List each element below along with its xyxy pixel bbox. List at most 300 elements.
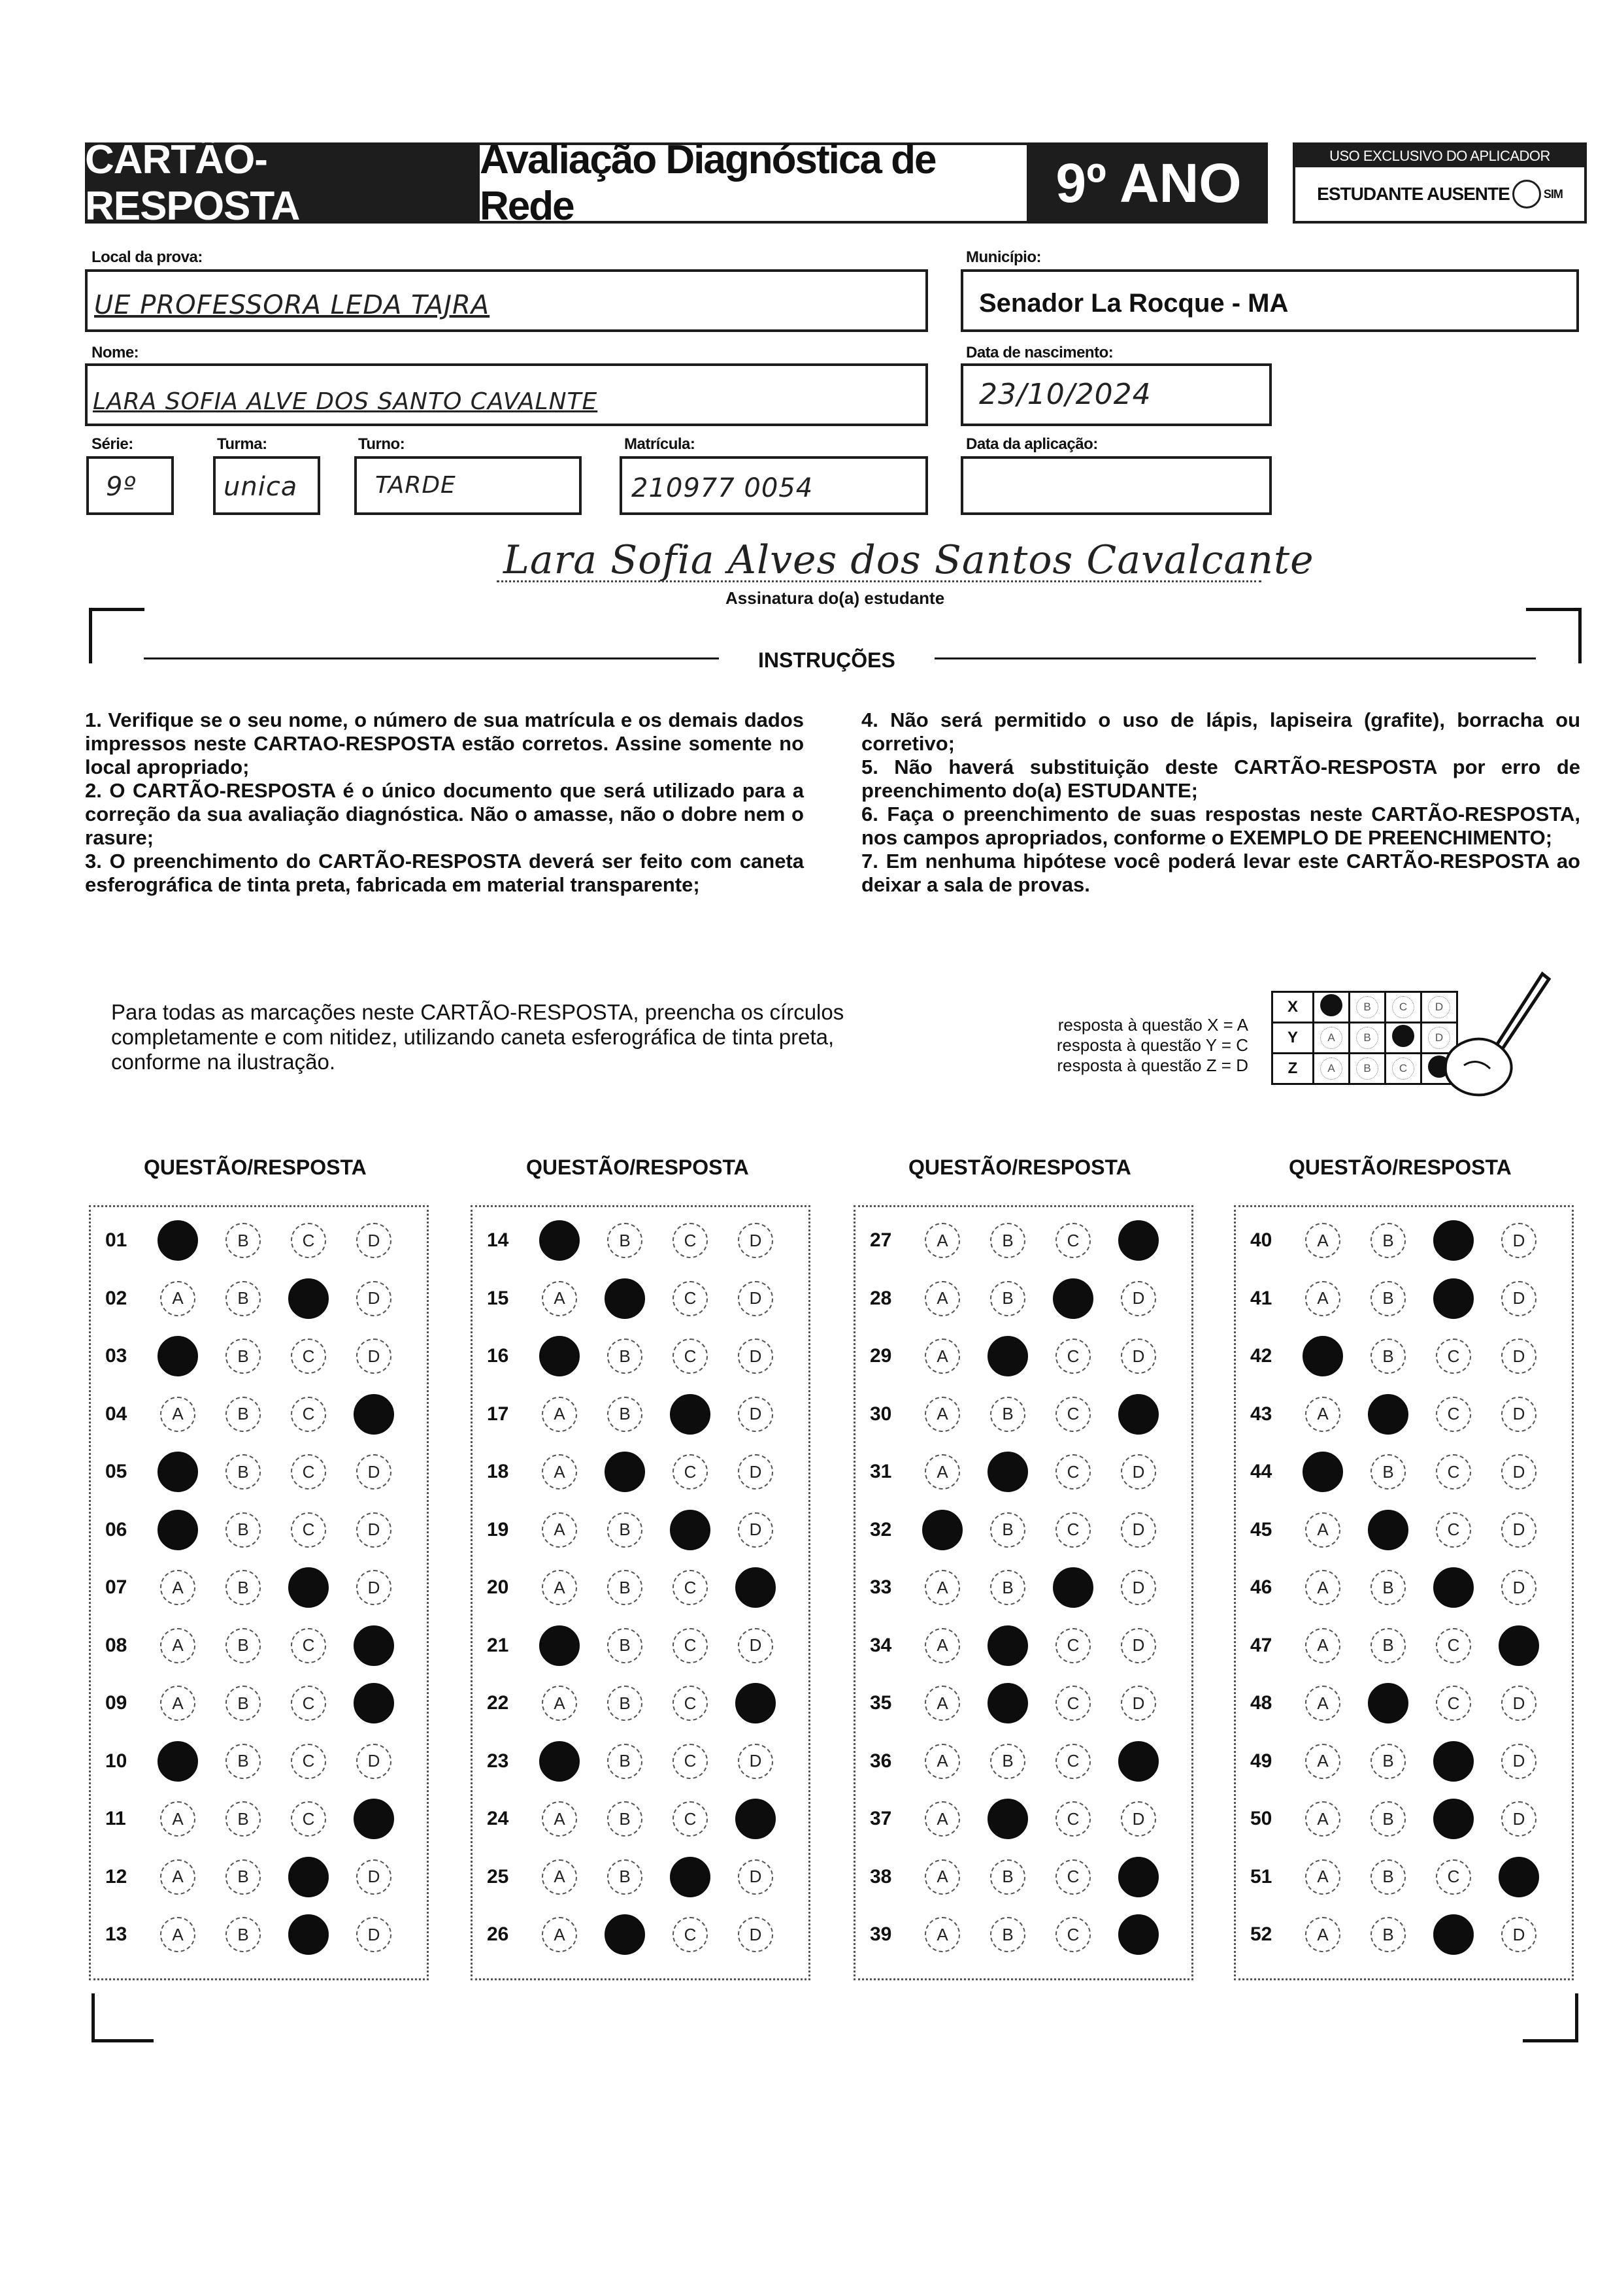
corner-mark-bottom-left (91, 1993, 154, 2042)
answer-bubble[interactable]: A (160, 1859, 195, 1895)
answer-bubble[interactable]: C (291, 1339, 326, 1374)
answer-bubble[interactable]: D (738, 1223, 773, 1258)
local-field[interactable] (85, 269, 928, 332)
answer-bubble[interactable]: A (542, 1859, 577, 1895)
answer-bubble[interactable]: B (1370, 1570, 1406, 1605)
answer-bubble[interactable]: B (225, 1397, 261, 1432)
answer-bubble[interactable]: A (160, 1570, 195, 1605)
question-number: 01 (105, 1229, 127, 1251)
answer-bubble[interactable]: C (1436, 1859, 1471, 1895)
answer-bubble-filled[interactable] (539, 1625, 580, 1666)
answer-bubble[interactable]: A (1305, 1628, 1340, 1663)
answer-bubble-filled[interactable] (1118, 1741, 1159, 1782)
answer-bubble[interactable]: A (925, 1917, 960, 1952)
answer-bubble[interactable]: C (1055, 1917, 1091, 1952)
answer-bubble[interactable]: B (1370, 1339, 1406, 1374)
answer-bubble[interactable]: B (225, 1223, 261, 1258)
aplicacao-label: Data da aplicação: (966, 435, 1098, 453)
answer-bubble[interactable]: D (738, 1744, 773, 1779)
answer-bubble[interactable]: C (291, 1801, 326, 1837)
question-row (91, 1220, 431, 1259)
question-row (91, 1857, 431, 1896)
answer-bubble[interactable]: C (673, 1223, 708, 1258)
answer-bubble-filled[interactable] (1053, 1567, 1093, 1608)
question-number: 29 (870, 1345, 892, 1367)
answer-bubble-filled[interactable] (1368, 1683, 1408, 1723)
instruction-2: 2. O CARTÃO-RESPOSTA é o único documento que será utilizado para a correção da sua avaliação diagnóstica. Não o amasse, não o dobre nem o rasure; (85, 779, 804, 849)
answer-bubble[interactable]: D (1501, 1917, 1536, 1952)
answer-bubble[interactable]: D (738, 1397, 773, 1432)
answer-bubble[interactable]: D (1501, 1339, 1536, 1374)
applicator-box (1293, 142, 1587, 224)
question-row (855, 1857, 1195, 1896)
answer-bubble[interactable]: D (738, 1859, 773, 1895)
corner-mark-top-right (1526, 608, 1582, 663)
answer-bubble-filled[interactable] (670, 1510, 710, 1550)
question-row (91, 1394, 431, 1433)
question-number: 36 (870, 1750, 892, 1772)
example-row-label: X (1272, 992, 1314, 1023)
answer-bubble[interactable]: C (673, 1917, 708, 1952)
answer-bubble[interactable]: D (356, 1454, 391, 1489)
question-number: 25 (487, 1865, 509, 1888)
answer-bubble[interactable]: A (160, 1628, 195, 1663)
answer-bubble-filled[interactable] (735, 1683, 776, 1723)
answer-bubble-filled[interactable] (288, 1914, 329, 1955)
answer-bubble-filled[interactable] (1433, 1220, 1474, 1261)
question-row (91, 1741, 431, 1780)
instruction-5: 5. Não haverá substituição deste CARTÃO-RESPOSTA por erro de preenchimento do(a) ESTUDANTE; (861, 756, 1580, 802)
answer-bubble[interactable]: D (738, 1512, 773, 1548)
answer-bubble[interactable]: C (1436, 1339, 1471, 1374)
answer-bubble[interactable]: A (160, 1917, 195, 1952)
answer-bubble[interactable]: C (291, 1512, 326, 1548)
question-row (855, 1278, 1195, 1318)
answer-bubble[interactable]: B (225, 1859, 261, 1895)
question-number: 03 (105, 1345, 127, 1367)
answer-bubble-filled[interactable] (354, 1394, 394, 1435)
answer-bubble[interactable]: D (356, 1281, 391, 1316)
answer-bubble-filled[interactable] (1499, 1625, 1539, 1666)
answer-bubble-filled[interactable] (1433, 1741, 1474, 1782)
question-row (473, 1741, 812, 1780)
municipio-field[interactable] (961, 269, 1579, 332)
answer-bubble-filled[interactable] (354, 1625, 394, 1666)
answer-bubble[interactable]: D (738, 1339, 773, 1374)
answer-bubble[interactable]: A (160, 1281, 195, 1316)
question-row (473, 1452, 812, 1491)
answer-bubble[interactable]: C (1436, 1454, 1471, 1489)
example-bubble: B (1356, 996, 1378, 1018)
question-row (855, 1452, 1195, 1491)
answer-bubble-filled[interactable] (1303, 1336, 1343, 1376)
answer-bubble-filled[interactable] (288, 1278, 329, 1319)
answer-bubble[interactable]: B (990, 1223, 1025, 1258)
answer-bubble-filled[interactable] (1053, 1278, 1093, 1319)
answer-bubble-filled[interactable] (1303, 1452, 1343, 1492)
answer-bubble-filled[interactable] (1499, 1857, 1539, 1897)
answer-bubble[interactable]: A (1305, 1917, 1340, 1952)
question-row (91, 1567, 431, 1606)
answer-bubble[interactable]: B (1370, 1859, 1406, 1895)
answer-bubble[interactable]: B (607, 1570, 642, 1605)
example-bubble-filled (1320, 994, 1342, 1016)
answer-bubble[interactable]: D (1501, 1744, 1536, 1779)
answer-bubble[interactable]: D (1501, 1281, 1536, 1316)
answer-bubble-filled[interactable] (539, 1741, 580, 1782)
question-number: 17 (487, 1403, 509, 1425)
answer-bubble[interactable]: B (607, 1223, 642, 1258)
question-row (855, 1567, 1195, 1606)
answer-bubble[interactable]: B (225, 1686, 261, 1721)
answer-bubble-filled[interactable] (158, 1452, 198, 1492)
answer-bubble[interactable]: C (1055, 1686, 1091, 1721)
question-number: 47 (1250, 1634, 1272, 1656)
answer-bubble[interactable]: D (1501, 1512, 1536, 1548)
instructions-right (861, 708, 1580, 897)
answer-bubble[interactable]: B (225, 1917, 261, 1952)
answer-bubble-filled[interactable] (670, 1394, 710, 1435)
answer-bubble[interactable]: C (291, 1454, 326, 1489)
answer-bubble[interactable]: A (1305, 1281, 1340, 1316)
answer-bubble[interactable]: B (990, 1744, 1025, 1779)
instructions-rule-right (935, 657, 1536, 659)
exam-title: Avaliação Diagnóstica de Rede (477, 142, 1029, 224)
answer-bubble[interactable]: D (1501, 1570, 1536, 1605)
matricula-label: Matrícula: (624, 435, 695, 453)
turno-field[interactable] (354, 456, 582, 515)
answer-bubble[interactable]: C (1436, 1512, 1471, 1548)
question-number: 18 (487, 1461, 509, 1482)
answer-bubble[interactable]: C (291, 1744, 326, 1779)
example-grid (1271, 991, 1458, 1085)
answer-bubble-filled[interactable] (539, 1220, 580, 1261)
question-number: 39 (870, 1923, 892, 1945)
answer-bubble-filled[interactable] (605, 1914, 645, 1955)
answer-bubble[interactable]: A (925, 1570, 960, 1605)
answer-bubble[interactable]: B (1370, 1454, 1406, 1489)
answer-bubble-filled[interactable] (1433, 1914, 1474, 1955)
answer-bubble[interactable]: C (1055, 1512, 1091, 1548)
answer-bubble-filled[interactable] (1118, 1394, 1159, 1435)
answer-bubble[interactable]: A (925, 1339, 960, 1374)
answer-bubble[interactable]: A (542, 1570, 577, 1605)
question-number: 33 (870, 1576, 892, 1598)
answer-bubble[interactable]: D (1501, 1223, 1536, 1258)
answer-bubble-filled[interactable] (354, 1683, 394, 1723)
answer-bubble[interactable]: B (607, 1339, 642, 1374)
answer-bubble-filled[interactable] (158, 1336, 198, 1376)
answer-bubble-filled[interactable] (354, 1799, 394, 1839)
answer-bubble[interactable]: B (225, 1570, 261, 1605)
question-row (1236, 1452, 1576, 1491)
answer-bubble[interactable]: B (607, 1397, 642, 1432)
example-bubble: B (1356, 1027, 1378, 1049)
answer-bubble-filled[interactable] (158, 1741, 198, 1782)
answer-bubble[interactable]: D (356, 1339, 391, 1374)
answer-bubble[interactable]: A (925, 1281, 960, 1316)
question-row (91, 1799, 431, 1838)
question-row (855, 1394, 1195, 1433)
answer-bubble[interactable]: D (1501, 1397, 1536, 1432)
question-number: 30 (870, 1403, 892, 1425)
answer-bubble[interactable]: B (225, 1281, 261, 1316)
answer-bubble[interactable]: A (1305, 1686, 1340, 1721)
matricula-value: 210977 0054 (631, 473, 814, 503)
answer-bubble[interactable]: D (738, 1281, 773, 1316)
answer-bubble[interactable]: A (1305, 1744, 1340, 1779)
question-row (1236, 1799, 1576, 1838)
answer-bubble[interactable]: A (542, 1917, 577, 1952)
question-number: 43 (1250, 1403, 1272, 1425)
question-row (473, 1567, 812, 1606)
answer-bubble[interactable]: D (1121, 1454, 1156, 1489)
municipio-label: Município: (966, 248, 1041, 266)
answer-bubble[interactable]: C (673, 1686, 708, 1721)
answer-bubble[interactable]: C (673, 1281, 708, 1316)
instruction-6: 6. Faça o preenchimento de suas respostas neste CARTÃO-RESPOSTA, nos campos apropriados, conforme o EXEMPLO DE PREENCHIMENTO; (861, 803, 1580, 849)
answer-bubble[interactable]: A (542, 1281, 577, 1316)
answer-bubble[interactable]: B (607, 1512, 642, 1548)
question-number: 50 (1250, 1808, 1272, 1829)
question-number: 46 (1250, 1576, 1272, 1598)
answer-bubble[interactable]: A (925, 1397, 960, 1432)
answer-bubble-filled[interactable] (1368, 1394, 1408, 1435)
answer-bubble-filled[interactable] (988, 1683, 1028, 1723)
answer-bubble[interactable]: D (1501, 1686, 1536, 1721)
answer-bubble-filled[interactable] (670, 1857, 710, 1897)
answer-bubble-filled[interactable] (1433, 1278, 1474, 1319)
answer-bubble[interactable]: B (990, 1859, 1025, 1895)
question-number: 22 (487, 1692, 509, 1714)
answer-bubble[interactable]: B (1370, 1223, 1406, 1258)
answer-bubble[interactable]: A (542, 1512, 577, 1548)
answer-bubble[interactable]: A (1305, 1223, 1340, 1258)
answer-bubble-filled[interactable] (605, 1278, 645, 1319)
serie-label: Série: (91, 435, 133, 453)
answer-bubble[interactable]: A (160, 1397, 195, 1432)
example-cell (1350, 992, 1386, 1023)
column-header: QUESTÃO/RESPOSTA (1289, 1156, 1512, 1179)
question-row (91, 1625, 431, 1665)
answer-bubble[interactable]: B (225, 1744, 261, 1779)
answer-bubble[interactable]: A (925, 1686, 960, 1721)
answer-bubble-filled[interactable] (735, 1799, 776, 1839)
answer-bubble[interactable]: D (1121, 1686, 1156, 1721)
answer-bubble[interactable]: B (1370, 1628, 1406, 1663)
absent-row (1295, 167, 1584, 221)
answer-bubble[interactable]: A (1305, 1859, 1340, 1895)
answer-bubble[interactable]: D (738, 1454, 773, 1489)
answer-bubble[interactable]: A (160, 1686, 195, 1721)
answer-bubble[interactable]: B (607, 1686, 642, 1721)
question-row (855, 1625, 1195, 1665)
answer-bubble[interactable]: D (1501, 1454, 1536, 1489)
question-number: 11 (105, 1808, 126, 1829)
answer-bubble[interactable]: A (1305, 1397, 1340, 1432)
answer-bubble[interactable]: A (160, 1801, 195, 1837)
answer-bubble[interactable]: B (607, 1744, 642, 1779)
answer-bubble[interactable]: D (356, 1570, 391, 1605)
answer-panel-3 (854, 1205, 1193, 1980)
answer-bubble[interactable]: D (738, 1917, 773, 1952)
question-number: 20 (487, 1576, 509, 1598)
turno-value: TARDE (375, 472, 456, 499)
answer-bubble-filled[interactable] (158, 1220, 198, 1261)
question-number: 37 (870, 1808, 892, 1829)
answer-bubble-filled[interactable] (1368, 1510, 1408, 1550)
answer-bubble[interactable]: A (925, 1859, 960, 1895)
answer-bubble[interactable]: D (356, 1744, 391, 1779)
answer-bubble[interactable]: B (1370, 1917, 1406, 1952)
answer-bubble[interactable]: D (1121, 1281, 1156, 1316)
answer-bubble[interactable]: C (673, 1744, 708, 1779)
answer-bubble[interactable]: B (225, 1339, 261, 1374)
answer-bubble-filled[interactable] (158, 1510, 198, 1550)
answer-bubble-filled[interactable] (1118, 1220, 1159, 1261)
answer-bubble[interactable]: C (1055, 1628, 1091, 1663)
answer-bubble-filled[interactable] (1118, 1914, 1159, 1955)
answer-bubble-filled[interactable] (988, 1452, 1028, 1492)
answer-bubble[interactable]: B (607, 1628, 642, 1663)
example-cell (1386, 1023, 1421, 1054)
question-number: 38 (870, 1865, 892, 1888)
answer-bubble[interactable]: B (1370, 1744, 1406, 1779)
municipio-value: Senador La Rocque - MA (979, 289, 1289, 318)
answer-bubble[interactable]: C (291, 1397, 326, 1432)
answer-bubble[interactable]: C (1055, 1859, 1091, 1895)
turma-field[interactable] (213, 456, 320, 515)
aplicacao-field[interactable] (961, 456, 1272, 515)
answer-bubble[interactable]: B (225, 1512, 261, 1548)
answer-bubble[interactable]: C (1055, 1223, 1091, 1258)
matricula-field[interactable] (620, 456, 928, 515)
example-row (1272, 1054, 1457, 1084)
answer-bubble[interactable]: C (673, 1570, 708, 1605)
answer-bubble-filled[interactable] (1433, 1799, 1474, 1839)
answer-bubble[interactable]: A (925, 1628, 960, 1663)
answer-bubble[interactable]: C (673, 1801, 708, 1837)
answer-bubble[interactable]: C (291, 1223, 326, 1258)
answer-bubble[interactable]: B (225, 1454, 261, 1489)
answer-bubble[interactable]: B (1370, 1281, 1406, 1316)
answer-bubble[interactable]: B (990, 1397, 1025, 1432)
answer-bubble-filled[interactable] (1118, 1857, 1159, 1897)
answer-bubble[interactable]: D (356, 1512, 391, 1548)
answer-bubble[interactable]: A (925, 1801, 960, 1837)
example-cell (1350, 1054, 1386, 1084)
answer-bubble[interactable]: A (542, 1801, 577, 1837)
answer-bubble[interactable]: D (738, 1628, 773, 1663)
answer-bubble-filled[interactable] (288, 1857, 329, 1897)
answer-bubble-filled[interactable] (922, 1510, 963, 1550)
answer-bubble[interactable]: B (607, 1801, 642, 1837)
answer-bubble[interactable]: D (1121, 1801, 1156, 1837)
answer-bubble[interactable]: C (291, 1686, 326, 1721)
local-label: Local da prova: (91, 248, 203, 266)
answer-bubble[interactable]: A (925, 1744, 960, 1779)
answer-bubble[interactable]: C (1436, 1686, 1471, 1721)
answer-bubble-filled[interactable] (735, 1567, 776, 1608)
answer-bubble[interactable]: B (607, 1859, 642, 1895)
answer-bubble[interactable]: D (356, 1223, 391, 1258)
answer-bubble[interactable]: C (1436, 1628, 1471, 1663)
answer-bubble-filled[interactable] (539, 1336, 580, 1376)
example-row-label: Z (1272, 1054, 1314, 1084)
answer-bubble[interactable]: B (225, 1628, 261, 1663)
question-number: 02 (105, 1287, 127, 1309)
answer-bubble[interactable]: C (291, 1628, 326, 1663)
question-row (473, 1336, 812, 1375)
answer-bubble[interactable]: C (673, 1628, 708, 1663)
answer-bubble-filled[interactable] (605, 1452, 645, 1492)
answer-bubble-filled[interactable] (1433, 1567, 1474, 1608)
question-number: 21 (487, 1634, 509, 1656)
serie-field[interactable] (86, 456, 174, 515)
answer-bubble[interactable]: B (990, 1570, 1025, 1605)
answer-panel-1 (89, 1205, 429, 1980)
answer-bubble[interactable]: C (1055, 1744, 1091, 1779)
question-number: 12 (105, 1865, 127, 1888)
instruction-7: 7. Em nenhuma hipótese você poderá levar este CARTÃO-RESPOSTA ao deixar a sala de provas. (861, 850, 1580, 896)
answer-bubble[interactable]: D (1121, 1339, 1156, 1374)
answer-bubble[interactable]: A (1305, 1512, 1340, 1548)
nome-field[interactable] (85, 363, 928, 426)
question-number: 32 (870, 1518, 892, 1540)
answer-bubble[interactable]: C (1055, 1801, 1091, 1837)
answer-bubble[interactable]: D (356, 1917, 391, 1952)
answer-bubble[interactable]: C (1055, 1397, 1091, 1432)
answer-panel-2 (471, 1205, 810, 1980)
answer-bubble-filled[interactable] (288, 1567, 329, 1608)
answer-bubble[interactable]: C (673, 1339, 708, 1374)
absent-checkbox[interactable] (1512, 180, 1541, 208)
answer-bubble[interactable]: A (925, 1454, 960, 1489)
question-number: 44 (1250, 1461, 1272, 1482)
answer-bubble[interactable]: D (1501, 1801, 1536, 1837)
question-row (473, 1220, 812, 1259)
answer-bubble[interactable]: B (990, 1512, 1025, 1548)
answer-bubble[interactable]: A (925, 1223, 960, 1258)
answer-bubble[interactable]: C (673, 1454, 708, 1489)
question-number: 31 (870, 1461, 892, 1482)
answer-bubble[interactable]: B (225, 1801, 261, 1837)
answer-bubble[interactable]: A (1305, 1570, 1340, 1605)
answer-bubble[interactable]: A (542, 1686, 577, 1721)
nascimento-field[interactable] (961, 363, 1272, 426)
answer-bubble-filled[interactable] (988, 1799, 1028, 1839)
answer-bubble[interactable]: D (1121, 1512, 1156, 1548)
answer-bubble[interactable]: D (356, 1859, 391, 1895)
answer-bubble[interactable]: B (990, 1917, 1025, 1952)
answer-bubble-filled[interactable] (988, 1625, 1028, 1666)
answer-bubble[interactable]: B (990, 1281, 1025, 1316)
instructions-title: INSTRUÇÕES (758, 648, 895, 672)
answer-bubble[interactable]: A (542, 1454, 577, 1489)
answer-bubble[interactable]: D (1121, 1628, 1156, 1663)
answer-bubble[interactable]: C (1436, 1397, 1471, 1432)
answer-bubble[interactable]: A (1305, 1801, 1340, 1837)
answer-bubble[interactable]: D (1121, 1570, 1156, 1605)
instructions-left (85, 708, 804, 897)
answer-bubble[interactable]: C (1055, 1454, 1091, 1489)
student-signature: Lara Sofia Alves dos Santos Cavalcante (503, 537, 1314, 583)
answer-bubble[interactable]: A (542, 1397, 577, 1432)
instruction-1: 1. Verifique se o seu nome, o número de sua matrícula e os demais dados impressos neste CARTAO-RESPOSTA estão corretos. Assine somente no local apropriado; (85, 708, 804, 778)
answer-bubble[interactable]: B (1370, 1801, 1406, 1837)
answer-bubble[interactable]: C (1055, 1339, 1091, 1374)
answer-bubble-filled[interactable] (988, 1336, 1028, 1376)
